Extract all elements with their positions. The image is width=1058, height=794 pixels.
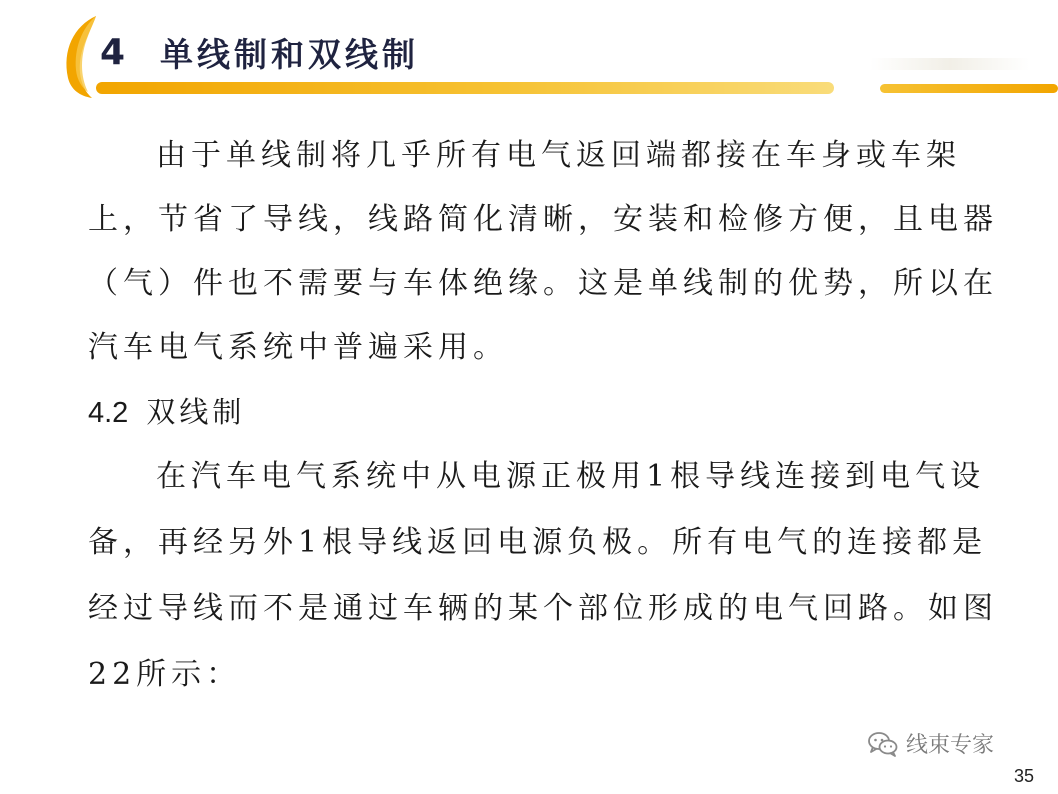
paragraph-double-wire: 在汽车电气系统中从电源正极用1根导线连接到电气设备，再经另外1根导线返回电源负极。所有电气的连接都是经过导线而不是通过车辆的某个部位形成的电气回路。如图22所示： xyxy=(88,459,998,692)
page-number: 35 xyxy=(1013,766,1034,786)
header-underline-bar xyxy=(96,82,834,94)
subheading-number: 4.2 xyxy=(88,397,129,429)
header-underline-bar-right xyxy=(880,84,1058,93)
section-title: 单线制和双线制 xyxy=(160,35,419,74)
header-fade-decoration xyxy=(870,58,1030,70)
watermark xyxy=(868,728,994,759)
section-number: 4 xyxy=(100,32,126,73)
subheading-label: 双线制 xyxy=(146,395,246,429)
subheading-double-wire xyxy=(88,382,245,443)
paragraph-single-wire: 由于单线制将几乎所有电气返回端都接在车身或车架上，节省了导线，线路简化清晰，安装和检修方便，且电器（气）件也不需要与车体绝缘。这是单线制的优势，所以在汽车电气系统中普遍采用。 xyxy=(88,138,998,365)
watermark-text: 线束专家 xyxy=(906,733,995,758)
wechat-icon xyxy=(868,731,898,757)
